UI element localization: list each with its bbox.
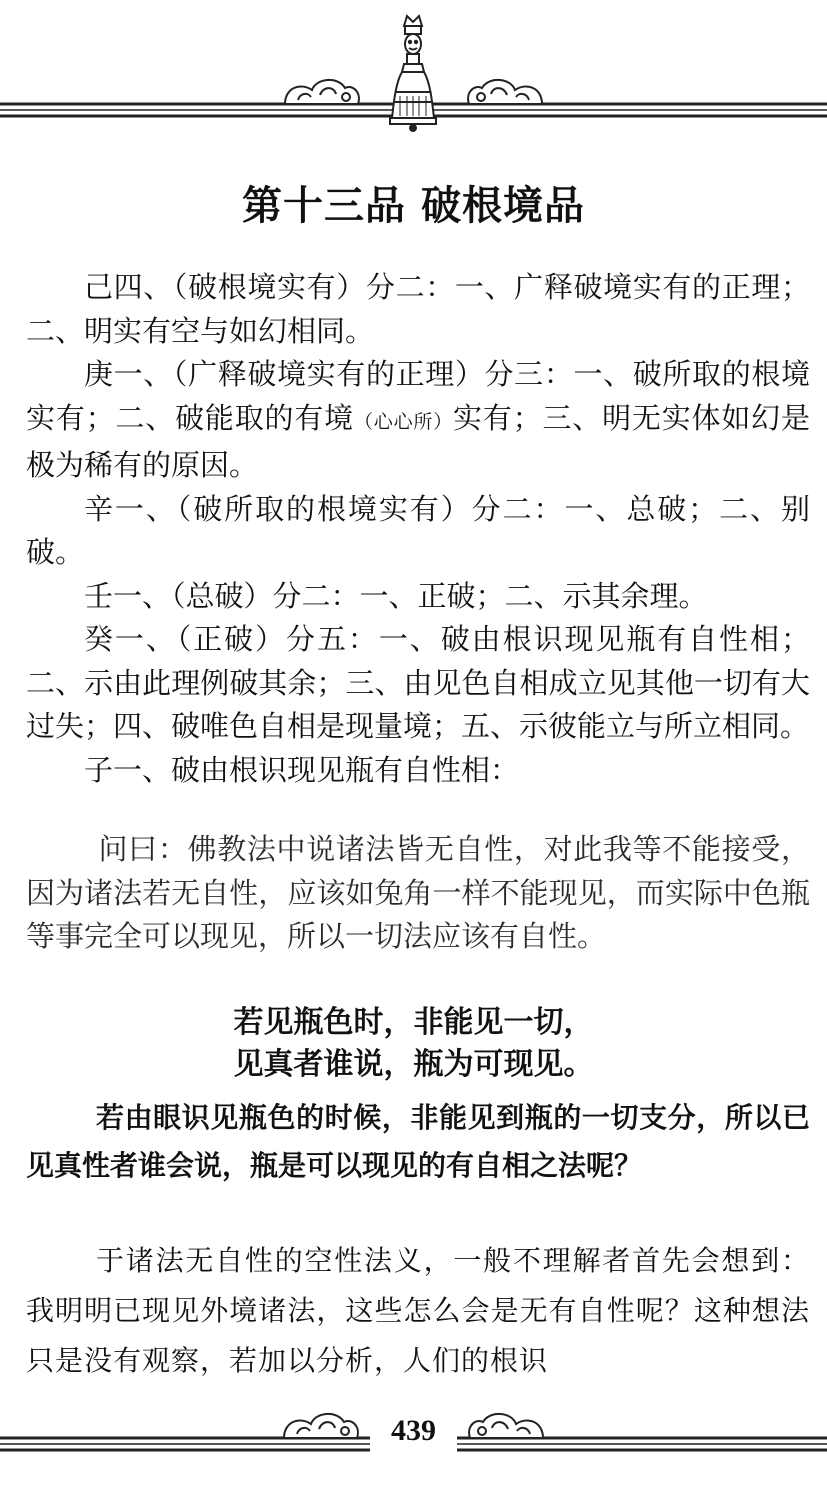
verse-block bbox=[0, 1002, 827, 1086]
chapter-title: 第十三品 破根境品 bbox=[242, 183, 585, 229]
header-ornament bbox=[0, 0, 827, 135]
outline-heading-geng1 bbox=[26, 353, 810, 488]
outline-section bbox=[26, 266, 810, 792]
question-paragraph bbox=[26, 828, 810, 959]
commentary-paragraph bbox=[26, 1094, 810, 1190]
outline-heading-gui1: 癸一、（正破）分五：一、破由根识现见瓶有自性相；二、示由此理例破其余；三、由见色自相成立见其他一切有大过失；四、破唯色自相是现量境；五、示彼能立与所立相同。 bbox=[26, 622, 810, 743]
cloud-scroll-left-icon bbox=[285, 80, 359, 104]
outline-heading-geng1-part2: 实有；三、明无实体如幻是极为稀有的原因。 bbox=[26, 400, 810, 482]
outline-heading-geng1-part1: 庚一、（广释破境实有的正理）分三：一、破所取的根境实有；二、破能取的有境 bbox=[26, 357, 810, 435]
question-text: 问曰：佛教法中说诸法皆无自性，对此我等不能接受，因为诸法若无自性，应该如兔角一样不能现见，而实际中色瓶等事完全可以现见，所以一切法应该有自性。 bbox=[26, 832, 810, 953]
verse-line-1: 若见瓶色时，非能见一切， bbox=[233, 1005, 594, 1040]
outline-heading-zi1: 子一、破由根识现见瓶有自性相： bbox=[84, 752, 520, 787]
inline-note: （心心所） bbox=[353, 410, 454, 433]
outline-heading-ren1: 壬一、（总破）分二：一、正破；二、示其余理。 bbox=[84, 578, 708, 613]
bell-icon bbox=[390, 16, 436, 131]
page-number: 439 bbox=[391, 1414, 436, 1447]
commentary-text: 若由眼识见瓶色的时候，非能见到瓶的一切支分，所以已见真性者谁会说，瓶是可以现见的有自相之法呢？ bbox=[26, 1101, 810, 1182]
explanation-paragraph bbox=[26, 1236, 810, 1386]
outline-heading-ji4: 己四、（破根境实有）分二：一、广释破境实有的正理；二、明实有空与如幻相同。 bbox=[26, 270, 810, 348]
cloud-scroll-right-icon bbox=[468, 80, 542, 104]
verse-line-2: 见真者谁说，瓶为可现见。 bbox=[233, 1047, 594, 1082]
outline-heading-xin1: 辛一、（破所取的根境实有）分二：一、总破；二、别破。 bbox=[26, 491, 810, 569]
explanation-text: 于诸法无自性的空性法义，一般不理解者首先会想到：我明明已现见外境诸法，这些怎么会是无有自性呢？这种想法只是没有观察，若加以分析，人们的根识 bbox=[26, 1244, 810, 1377]
